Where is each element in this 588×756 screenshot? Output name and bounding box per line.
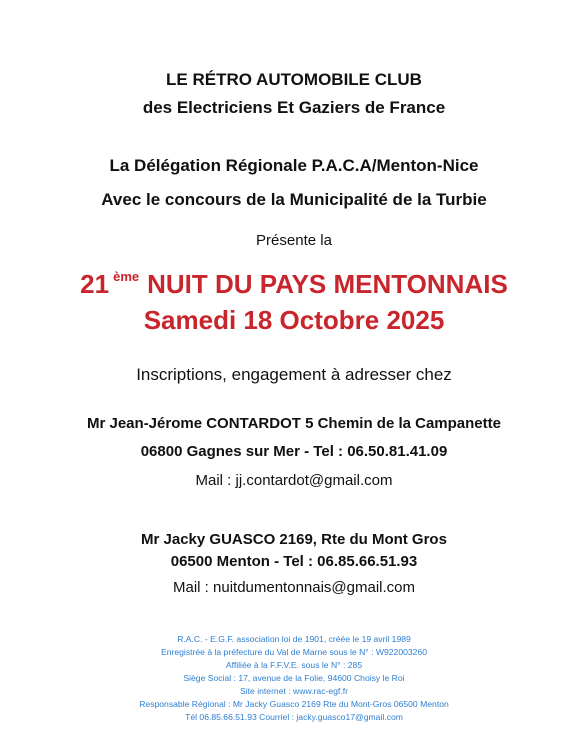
event-title [0, 269, 588, 300]
footer-regional-manager: Responsable Régional : Mr Jacky Guasco 2169 Rte du Mont-Gros 06500 Menton [139, 699, 449, 709]
footer-website: Site internet : www.rac-egf.fr [240, 686, 348, 696]
edition-suffix: ème [113, 269, 140, 284]
footer-association: R.A.C. - E.G.F. association loi de 1901, créée le 19 avril 1989 [177, 634, 411, 644]
contact1-line2: 06800 Gagnes sur Mer - Tel : 06.50.81.41.09 [140, 443, 448, 460]
delegation-line1: La Délégation Régionale P.A.C.A/Menton-Nice [109, 156, 479, 175]
club-name-line1: LE RÉTRO AUTOMOBILE CLUB [166, 70, 422, 89]
footer-headquarters: Siège Social : 17, avenue de la Folie, 94600 Choisy le Roi [183, 673, 405, 683]
contact1-mail: Mail : jj.contardot@gmail.com [195, 472, 393, 489]
edition-number: 21 [80, 269, 110, 299]
presents-text: Présente la [256, 232, 332, 249]
contact2-mail: Mail : nuitdumentonnais@gmail.com [173, 579, 415, 596]
footer-registration: Enregistrée à la préfecture du Val de Marne sous le N° : W922003260 [160, 647, 427, 657]
event-date: Samedi 18 Octobre 2025 [143, 305, 445, 335]
registration-intro: Inscriptions, engagement à adresser chez [136, 365, 452, 384]
footer-affiliation: Affiliée à la F.F.V.E. sous le N° : 285 [225, 660, 363, 670]
contact1-line1: Mr Jean-Jérome CONTARDOT 5 Chemin de la Campanette [87, 415, 501, 432]
contact2-line1: Mr Jacky GUASCO 2169, Rte du Mont Gros [141, 531, 447, 548]
footer-contact: Tél 06.85.66.51.93 Courriel : jacky.guasco17@gmail.com [185, 712, 403, 722]
contact2-line2: 06500 Menton - Tel : 06.85.66.51.93 [170, 553, 418, 570]
event-title-text: NUIT DU PAYS MENTONNAIS [147, 269, 508, 299]
club-name-line2: des Electriciens Et Gaziers de France [142, 98, 446, 117]
delegation-line2: Avec le concours de la Municipalité de la Turbie [101, 190, 487, 209]
